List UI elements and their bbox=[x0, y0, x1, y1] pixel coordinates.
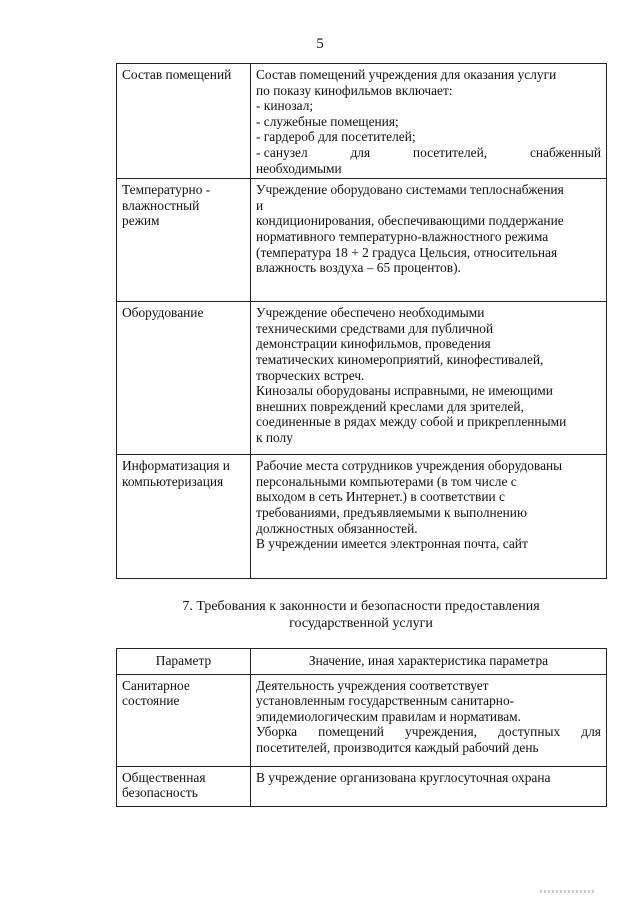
param-text: Санитарное bbox=[122, 677, 190, 693]
table-row bbox=[117, 64, 607, 179]
value-line: Учреждение оборудовано системами теплоснабжения bbox=[256, 182, 564, 198]
param-cell bbox=[117, 455, 251, 579]
value-line: эпидемиологическим правилам и нормативам. bbox=[256, 708, 521, 724]
scan-artifact bbox=[540, 890, 596, 893]
table-row bbox=[117, 455, 607, 579]
param-cell bbox=[117, 302, 251, 455]
legality-safety-table bbox=[116, 648, 607, 807]
value-line: - гардероб для посетителей; bbox=[256, 129, 416, 145]
param-text: безопасность bbox=[122, 785, 198, 801]
param-text: Оборудование bbox=[122, 305, 204, 321]
param-text: Общественная bbox=[122, 769, 206, 785]
section-heading bbox=[116, 598, 606, 632]
word: помещений bbox=[318, 724, 384, 740]
premises-requirements-table bbox=[116, 63, 607, 579]
value-line: установленным государственным санитарно- bbox=[256, 693, 515, 709]
param-text: компьютеризация bbox=[122, 473, 224, 489]
param-text: состояние bbox=[122, 693, 180, 709]
value-line: В учреждении имеется электронная почта, сайт bbox=[256, 536, 528, 552]
value-line: - служебные помещения; bbox=[256, 113, 399, 129]
table-row bbox=[117, 766, 607, 806]
param-text: влажностный bbox=[122, 197, 200, 213]
value-line: и bbox=[256, 197, 264, 213]
word: для bbox=[350, 144, 371, 160]
value-line: выходом в сеть Интернет.) в соответствии с bbox=[256, 489, 505, 505]
table-row bbox=[117, 302, 607, 455]
value-line: кондиционирования, обеспечивающими поддержание bbox=[256, 213, 564, 229]
value-cell bbox=[251, 674, 607, 766]
value-line: (температура 18 + 2 градуса Цельсия, относительная bbox=[256, 244, 558, 260]
word: доступных bbox=[498, 724, 561, 740]
value-line: нормативного температурно-влажностного режима bbox=[256, 228, 549, 244]
table-row bbox=[117, 179, 607, 302]
value-line: влажность воздуха – 65 процентов). bbox=[256, 260, 461, 276]
table-row bbox=[117, 674, 607, 766]
page-number: 5 bbox=[316, 36, 324, 52]
param-cell bbox=[117, 179, 251, 302]
value-cell bbox=[251, 64, 607, 179]
value-line: Кинозалы оборудованы исправными, не имеющими bbox=[256, 383, 553, 399]
value-justified-line bbox=[256, 724, 601, 740]
word: Уборка bbox=[256, 724, 298, 740]
value-line: к полу bbox=[256, 429, 293, 445]
word: снабженный bbox=[529, 144, 601, 160]
column-header-value: Значение, иная характеристика параметра bbox=[251, 649, 607, 675]
value-cell bbox=[251, 455, 607, 579]
column-header-param: Параметр bbox=[117, 649, 251, 675]
value-line: персональными компьютерами (в том числе с bbox=[256, 473, 517, 489]
value-line: требованиями, предъявляемыми к выполнению bbox=[256, 504, 527, 520]
value-justified-line bbox=[256, 145, 601, 161]
word: посетителей, bbox=[412, 144, 488, 160]
value-line: по показу кинофильмов включает: bbox=[256, 82, 453, 98]
word: для bbox=[581, 724, 601, 740]
value-line: техническими средствами для публичной bbox=[256, 320, 494, 336]
word: учреждения, bbox=[405, 724, 477, 740]
value-line: Рабочие места сотрудников учреждения оборудованы bbox=[256, 458, 563, 474]
word: - санузел bbox=[256, 144, 308, 160]
param-text: Информатизация и bbox=[122, 458, 230, 474]
table-header-row bbox=[117, 649, 607, 675]
value-line: соединенные в рядах между собой и прикрепленными bbox=[256, 414, 567, 430]
value-line: необходимыми bbox=[256, 160, 342, 176]
value-line: - кинозал; bbox=[256, 98, 314, 114]
param-text: Состав помещений bbox=[122, 67, 232, 82]
heading-line: 7. Требования к законности и безопасности предоставления bbox=[182, 599, 540, 614]
value-line: Состав помещений учреждения для оказания услуги bbox=[256, 67, 557, 82]
value-line: тематических киномероприятий, кинофестивалей, bbox=[256, 351, 544, 367]
value-line: Деятельность учреждения соответствует bbox=[256, 677, 489, 693]
param-cell bbox=[117, 766, 251, 806]
value-cell bbox=[251, 302, 607, 455]
param-text: Температурно - bbox=[122, 182, 211, 198]
value-line: должностных обязанностей. bbox=[256, 520, 418, 536]
value-line: внешних повреждений креслами для зрителей, bbox=[256, 398, 524, 414]
value-cell bbox=[251, 766, 607, 806]
value-line: посетителей, производится каждый рабочий день bbox=[256, 739, 539, 755]
heading-line: государственной услуги bbox=[289, 616, 433, 631]
param-cell bbox=[117, 64, 251, 179]
param-text: режим bbox=[122, 213, 160, 229]
value-line: творческих встреч. bbox=[256, 367, 365, 383]
value-cell bbox=[251, 179, 607, 302]
param-cell bbox=[117, 674, 251, 766]
value-line: В учреждение организована круглосуточная охрана bbox=[256, 769, 551, 785]
value-line: Учреждение обеспечено необходимыми bbox=[256, 305, 485, 321]
value-line: демонстрации кинофильмов, проведения bbox=[256, 336, 491, 352]
